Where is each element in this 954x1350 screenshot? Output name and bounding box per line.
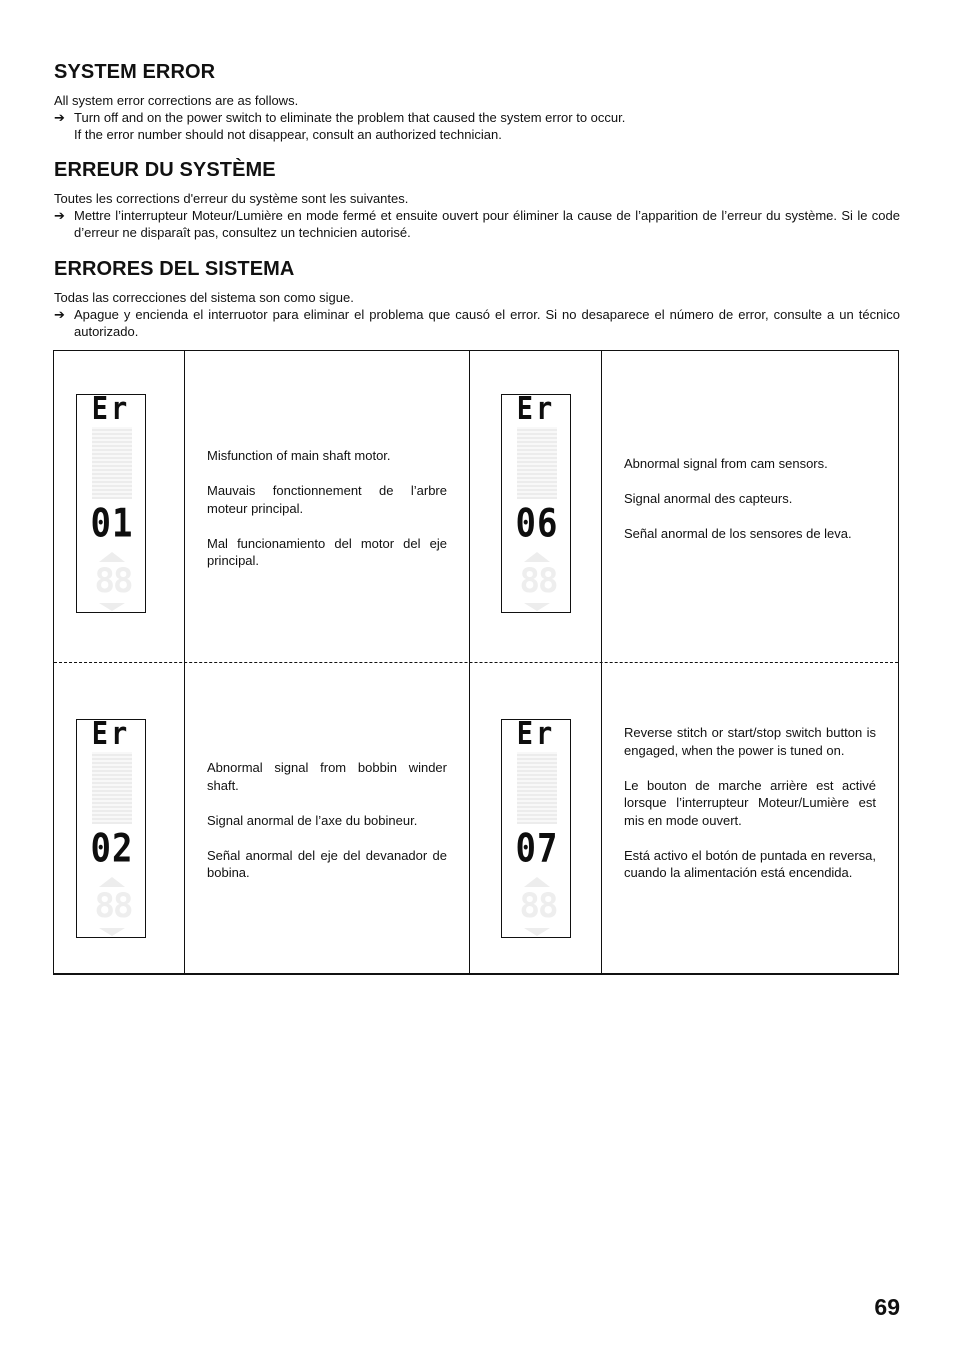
error-code-table xyxy=(53,350,899,975)
lcd-er-prefix: Er xyxy=(516,716,556,753)
lcd-ghost-segments xyxy=(517,752,557,824)
description-en: Misfunction of main shaft motor. xyxy=(207,448,391,463)
lcd-ghost-digits: 88 xyxy=(519,886,557,926)
intro-text: All system error corrections are as follows. xyxy=(54,93,299,108)
lcd-down-triangle-icon xyxy=(99,928,125,936)
description-fr: Le bouton de marche arrière est activé lorsque l’interrupteur Moteur/Lumière est mis en mode ouvert. xyxy=(624,777,876,828)
lcd-ghost-digits: 88 xyxy=(94,886,132,926)
section-body xyxy=(54,190,900,241)
lcd-ghost-segments xyxy=(92,427,132,499)
description-es: Mal funcionamiento del motor del eje principal. xyxy=(207,535,447,568)
lcd-down-triangle-icon xyxy=(99,603,125,611)
instruction-text: Apague y encienda el interruotor para eliminar el problema que causó el error. Si no desaparece el número de error, consulte a un técnico autorizado. xyxy=(74,307,900,339)
description-es: Señal anormal de los sensores de leva. xyxy=(624,526,852,541)
lcd-error-code: 06 xyxy=(515,501,559,547)
error-description-01 xyxy=(207,447,447,570)
arrow-right-icon: ➔ xyxy=(54,110,65,125)
row-divider-dashed xyxy=(54,662,898,663)
arrow-right-icon: ➔ xyxy=(54,307,65,322)
lcd-ghost-segments xyxy=(92,752,132,824)
error-description-02 xyxy=(207,759,447,882)
instruction-text: Mettre l’interrupteur Moteur/Lumière en mode fermé et ensuite ouvert pour éliminer la cause de l’apparition de l’erreur du système. Si le code d’erreur ne disparaît pas, consultez un technicien autorisé. xyxy=(74,208,900,240)
intro-text: Toutes les corrections d'erreur du système sont les suivantes. xyxy=(54,191,409,206)
instruction-text: Turn off and on the power switch to eliminate the problem that caused the system error to occur. xyxy=(74,110,626,125)
section-system-error xyxy=(54,60,900,143)
lcd-er-prefix: Er xyxy=(91,391,131,428)
lcd-display-error-01 xyxy=(76,391,146,613)
description-fr: Mauvais fonctionnement de l’arbre moteur principal. xyxy=(207,483,447,516)
lcd-error-code: 02 xyxy=(90,826,134,872)
lcd-display-error-02 xyxy=(76,716,146,938)
lcd-error-code: 01 xyxy=(90,501,134,547)
description-fr: Signal anormal de l’axe du bobineur. xyxy=(207,812,418,828)
lcd-display-error-06 xyxy=(501,391,571,613)
lcd-ghost-digits: 88 xyxy=(94,561,132,601)
section-title: SYSTEM ERROR xyxy=(54,61,216,83)
description-es: Está activo el botón de puntada en reversa, cuando la alimentación está encendida. xyxy=(624,847,876,880)
section-body xyxy=(54,289,900,340)
description-en: Reverse stitch or start/stop switch button is engaged, when the power is tuned on. xyxy=(624,725,876,758)
description-en: Abnormal signal from cam sensors. xyxy=(624,456,828,471)
description-es: Señal anormal del eje del devanador de bobina. xyxy=(207,847,447,880)
lcd-display-error-07 xyxy=(501,716,571,938)
section-errores-del-sistema xyxy=(54,257,900,340)
instruction-text-2: If the error number should not disappear, consult an authorized technician. xyxy=(74,127,502,142)
lcd-er-prefix: Er xyxy=(91,716,131,753)
section-body xyxy=(54,92,900,143)
intro-text: Todas las correcciones del sistema son como sigue. xyxy=(54,290,354,305)
instruction xyxy=(54,306,900,340)
instruction xyxy=(54,109,900,143)
lcd-ghost-digits: 88 xyxy=(519,561,557,601)
instruction xyxy=(54,207,900,241)
error-description-07 xyxy=(624,724,876,882)
lcd-er-prefix: Er xyxy=(516,391,556,428)
lcd-down-triangle-icon xyxy=(524,603,550,611)
description-fr: Signal anormal des capteurs. xyxy=(624,491,793,506)
lcd-down-triangle-icon xyxy=(524,928,550,936)
section-title: ERRORES DEL SISTEMA xyxy=(54,258,295,280)
section-erreur-du-systeme xyxy=(54,158,900,241)
section-title: ERREUR DU SYSTÈME xyxy=(54,159,276,181)
page-number: 69 xyxy=(874,1294,900,1320)
lcd-error-code: 07 xyxy=(515,826,559,872)
arrow-right-icon: ➔ xyxy=(54,208,65,223)
lcd-ghost-segments xyxy=(517,427,557,499)
error-description-06 xyxy=(624,455,876,543)
description-en: Abnormal signal from bobbin winder shaft. xyxy=(207,760,447,793)
